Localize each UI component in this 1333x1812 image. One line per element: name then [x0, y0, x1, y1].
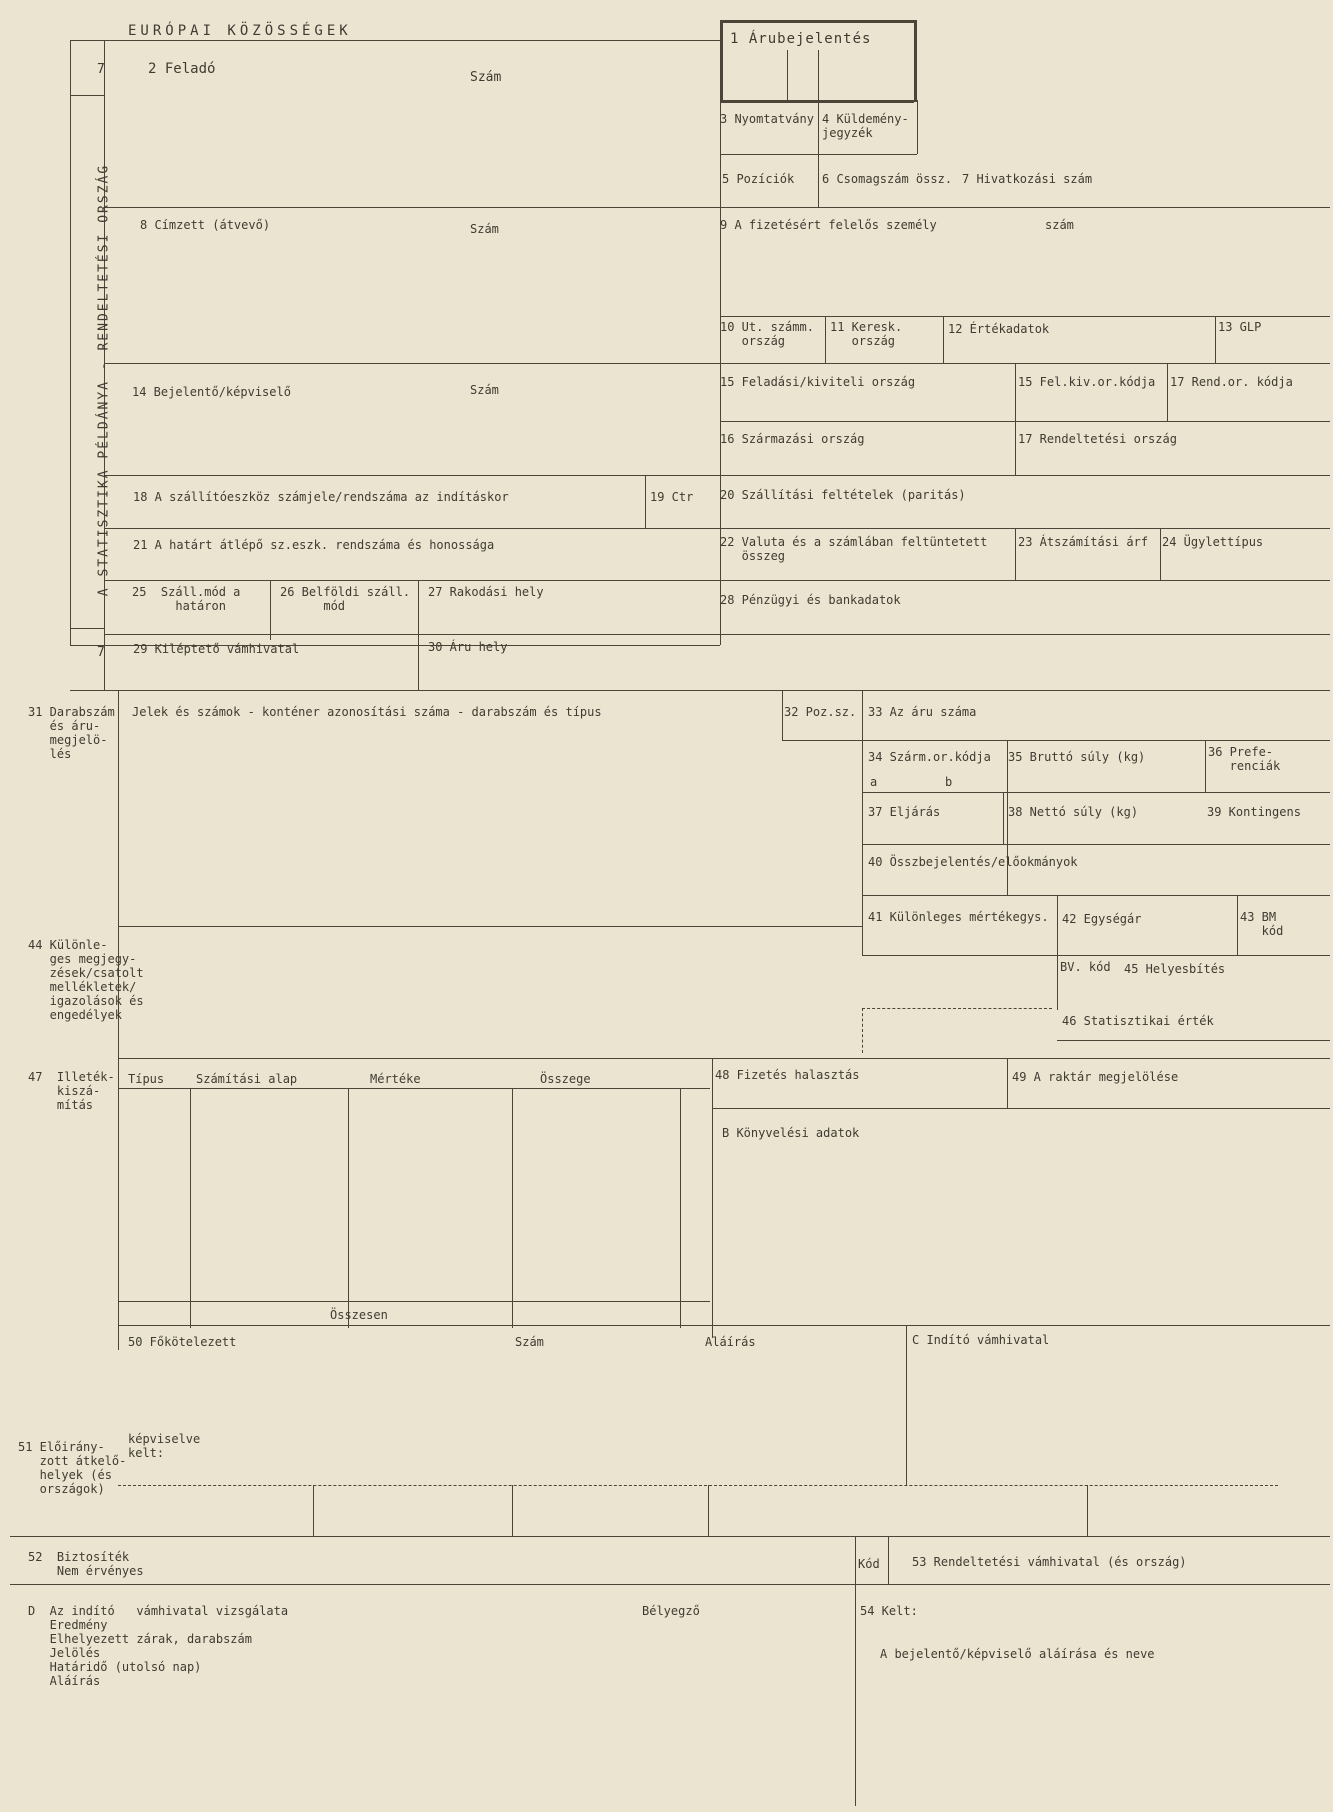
field-46-label: 46 Statisztikai érték: [1062, 1014, 1214, 1028]
field-10-label: 10 Ut. számm. ország: [720, 320, 814, 348]
field-1-label: 1 Árubejelentés: [730, 31, 872, 47]
field-36-label: 36 Prefe- renciák: [1208, 745, 1281, 773]
field-d-label: D Az indító vámhivatal vizsgálata Eredmény Elhelyezett zárak, darabszám Jelölés Határidő (utolsó nap) Aláírás: [28, 1604, 289, 1688]
kod-label: Kód: [858, 1557, 880, 1571]
field-54-label: 54 Kelt:: [860, 1604, 918, 1618]
field-24-label: 24 Ügylettípus: [1162, 535, 1264, 549]
field-42-label: 42 Egységár: [1062, 912, 1142, 926]
field-30-label: 30 Áru hely: [428, 640, 508, 654]
field-54-signature-label: A bejelentő/képviselő aláírása és neve: [880, 1647, 1155, 1661]
field-19-label: 19 Ctr: [650, 490, 694, 504]
stamp-label: Bélyegző: [642, 1604, 700, 1618]
field-43-label: 43 BM kód: [1240, 910, 1284, 938]
field-28-label: 28 Pénzügyi és bankadatok: [720, 593, 901, 607]
field-b-label: B Könyvelési adatok: [722, 1126, 860, 1140]
field-49-label: 49 A raktár megjelölése: [1012, 1070, 1179, 1084]
field-9-szam: szám: [1045, 218, 1074, 232]
field-5-label: 5 Pozíciók: [722, 172, 795, 186]
field-48-label: 48 Fizetés halasztás: [715, 1068, 860, 1082]
copy-side-label: A STATISZTIKA PÉLDÁNYA - RENDELTETÉSI ORSZÁG: [96, 163, 112, 597]
total-label: Összesen: [330, 1308, 388, 1322]
column-szamitasi-alap: Számítási alap: [196, 1072, 298, 1086]
field-11-label: 11 Keresk. ország: [830, 320, 903, 348]
field-53-label: 53 Rendeltetési vámhivatal (és ország): [912, 1555, 1187, 1569]
column-osszeg: Összege: [540, 1072, 591, 1086]
field-39-label: 39 Kontingens: [1207, 805, 1301, 819]
field-14-szam: Szám: [470, 383, 499, 397]
field-47-label: 47 Illeték- kiszá- mítás: [28, 1070, 115, 1112]
field-9-label: 9 A fizetésért felelős személy: [720, 218, 937, 232]
field-6-label: 6 Csomagszám össz.: [822, 172, 953, 186]
field-20-label: 20 Szállítási feltételek (paritás): [720, 488, 966, 502]
field-2-szam: Szám: [470, 70, 502, 85]
field-12-label: 12 Értékadatok: [948, 322, 1050, 336]
copy-number-top: 7: [97, 62, 105, 77]
field-29-label: 29 Kiléptető vámhivatal: [133, 642, 300, 656]
field-16-label: 16 Származási ország: [720, 432, 865, 446]
field-25-label: 25 Száll.mód a határon: [132, 585, 241, 613]
field-37-label: 37 Eljárás: [868, 805, 941, 819]
field-15-code-label: 15 Fel.kiv.or.kódja: [1018, 375, 1156, 389]
field-c-label: C Indító vámhivatal: [912, 1333, 1050, 1347]
field-23-label: 23 Átszámítási árf: [1018, 535, 1149, 549]
field-4-label: 4 Küldemény- jegyzék: [822, 112, 909, 140]
field-50-label: 50 Főkötelezett: [128, 1335, 237, 1349]
field-15-label: 15 Feladási/kiviteli ország: [720, 375, 916, 389]
field-22-label: 22 Valuta és a számlában feltüntetett összeg: [720, 535, 988, 563]
field-33-label: 33 Az áru száma: [868, 705, 977, 719]
field-41-label: 41 Különleges mértékegys.: [868, 910, 1049, 924]
field-26-label: 26 Belföldi száll. mód: [280, 585, 411, 613]
field-17-label: 17 Rendeltetési ország: [1018, 432, 1177, 446]
field-2-label: 2 Feladó: [148, 61, 216, 77]
field-32-label: 32 Poz.sz.: [784, 705, 857, 719]
bv-kod-label: BV. kód: [1060, 960, 1111, 974]
form-title: EURÓPAI KÖZÖSSÉGEK: [128, 23, 352, 39]
field-3-label: 3 Nyomtatvány: [720, 112, 814, 126]
field-27-label: 27 Rakodási hely: [428, 585, 544, 599]
copy-number-bottom: 7: [97, 645, 105, 660]
field-14-label: 14 Bejelentő/képviselő: [132, 385, 291, 399]
field-8-szam: Szám: [470, 222, 499, 236]
column-tipus: Típus: [128, 1072, 165, 1086]
column-mertek: Mértéke: [370, 1072, 421, 1086]
field-13-label: 13 GLP: [1218, 320, 1262, 334]
field-34-b: b: [945, 775, 953, 789]
field-50-szam: Szám: [515, 1335, 544, 1349]
field-8-label: 8 Címzett (átvevő): [140, 218, 271, 232]
field-17-code-label: 17 Rend.or. kódja: [1170, 375, 1293, 389]
field-44-label: 44 Különle- ges megjegy- zések/csatolt mellékletek/ igazolások és engedélyek: [28, 938, 144, 1022]
field-7-label: 7 Hivatkozási szám: [962, 172, 1093, 186]
field-31-label: 31 Darabszám és áru- megjelö- lés: [28, 705, 115, 761]
field-45-label: 45 Helyesbítés: [1124, 962, 1226, 976]
field-35-label: 35 Bruttó súly (kg): [1008, 750, 1146, 764]
field-51-label: 51 Előirány- zott átkelő- helyek (és országok): [18, 1440, 127, 1496]
field-50-signature: Aláírás: [705, 1335, 756, 1349]
field-34-a: a: [870, 775, 878, 789]
field-38-label: 38 Nettó súly (kg): [1008, 805, 1139, 819]
represented-label: képviselve kelt:: [128, 1432, 201, 1460]
field-34-label: 34 Szárm.or.kódja: [868, 750, 991, 764]
field-31-description: Jelek és számok - konténer azonosítási száma - darabszám és típus: [132, 705, 602, 719]
field-40-label: 40 Összbejelentés/előokmányok: [868, 855, 1078, 869]
field-21-label: 21 A határt átlépő sz.eszk. rendszáma és honossága: [133, 538, 495, 552]
field-52-label: 52 Biztosíték Nem érvényes: [28, 1550, 144, 1578]
field-18-label: 18 A szállítóeszköz számjele/rendszáma az indításkor: [133, 490, 509, 504]
